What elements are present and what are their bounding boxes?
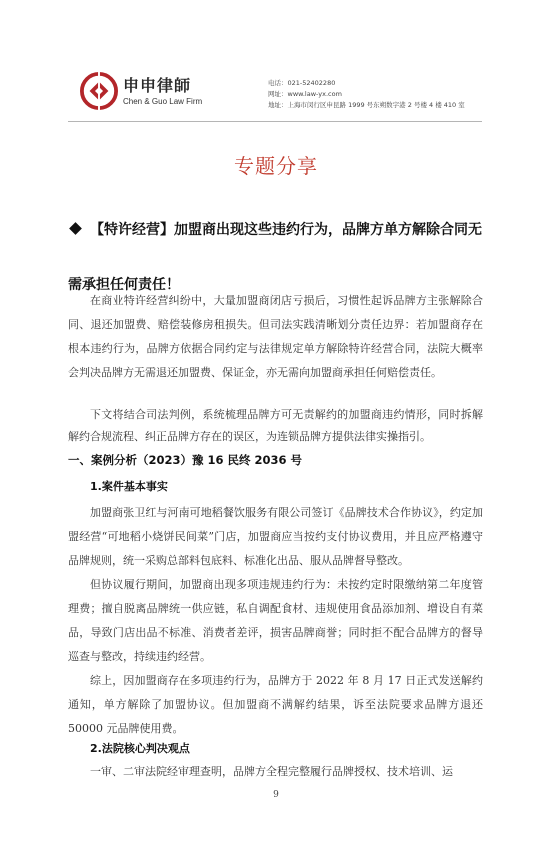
subsection-heading-2: 2.法院核心判决观点 — [90, 742, 190, 755]
firm-logo-icon — [80, 72, 118, 110]
section-heading-1: 一、案例分析（2023）豫 16 民终 2036 号 — [68, 453, 303, 467]
contact-info — [268, 78, 465, 111]
facts-paragraph-2: 但协议履行期间，加盟商出现多项违规违约行为：未按约定时限缴纳第二年度管理费；擅自脱离品牌统一供应链，私自调配食材、违规使用食品添加剂、增设自有菜品，导致门店出品不标准、消费者差评，损害品牌商誉；同时拒不配合品牌方的督导巡查与整改，持续违约经营。 — [68, 578, 483, 663]
contact-website: 网址：www.law-yx.com — [268, 90, 342, 98]
brand-name-en: Chen & Guo Law Firm — [123, 97, 203, 106]
subsection-heading-1: 1.案件基本事实 — [90, 480, 168, 493]
ruling-paragraph-1: 一审、二审法院经审理查明，品牌方全程完整履行品牌授权、技术培训、运 — [90, 765, 453, 778]
diamond-bullet-icon — [69, 222, 82, 235]
intro-paragraph-1: 在商业特许经营纠纷中，大量加盟商闭店亏损后，习惯性起诉品牌方主张解除合同、退还加盟费、赔偿装修房租损失。但司法实践清晰划分责任边界：若加盟商存在根本违约行为，品牌方依据合同约定与法律规定单方解除特许经营合同，法院大概率会判决品牌方无需退还加盟费、保证金，亦无需向加盟商承担任何赔偿责任。 — [68, 294, 483, 379]
page-header — [0, 0, 552, 130]
brand-name-cn: 申申律師 — [123, 76, 192, 95]
intro-paragraph-2: 下文将结合司法判例，系统梳理品牌方可无责解约的加盟商违约情形，同时拆解解约合规流程、纠正品牌方存在的误区，为连锁品牌方提供法律实操指引。 — [68, 408, 483, 443]
contact-phone: 电话：021-52402280 — [268, 79, 336, 87]
page-title: 专题分享 — [234, 154, 318, 178]
facts-paragraph-3: 综上，因加盟商存在多项违约行为，品牌方于 2022 年 8 月 17 日正式发送解约通知，单方解除了加盟协议。但加盟商不满解约结果，诉至法院要求品牌方退还 50000 元品牌使用费。 — [68, 674, 483, 735]
page-number: 9 — [273, 790, 279, 800]
article-heading-text: 【特许经营】加盟商出现这些违约行为，品牌方单方解除合同无需承担任何责任！ — [68, 222, 482, 293]
header-divider — [68, 121, 482, 122]
facts-paragraph-1: 加盟商张卫红与河南可地稻餐饮服务有限公司签订《品牌技术合作协议》，约定加盟经营“可地稻小烧饼民间菜”门店，加盟商应当按约支付协议费用，并且应严格遵守品牌规则，统一采购总部料包底料、标准化出品、服从品牌督导整改。 — [68, 506, 483, 567]
contact-address: 地址：上海市闵行区申昆路 1999 号东朔数字港 2 号楼 4 楼 410 室 — [268, 101, 465, 109]
